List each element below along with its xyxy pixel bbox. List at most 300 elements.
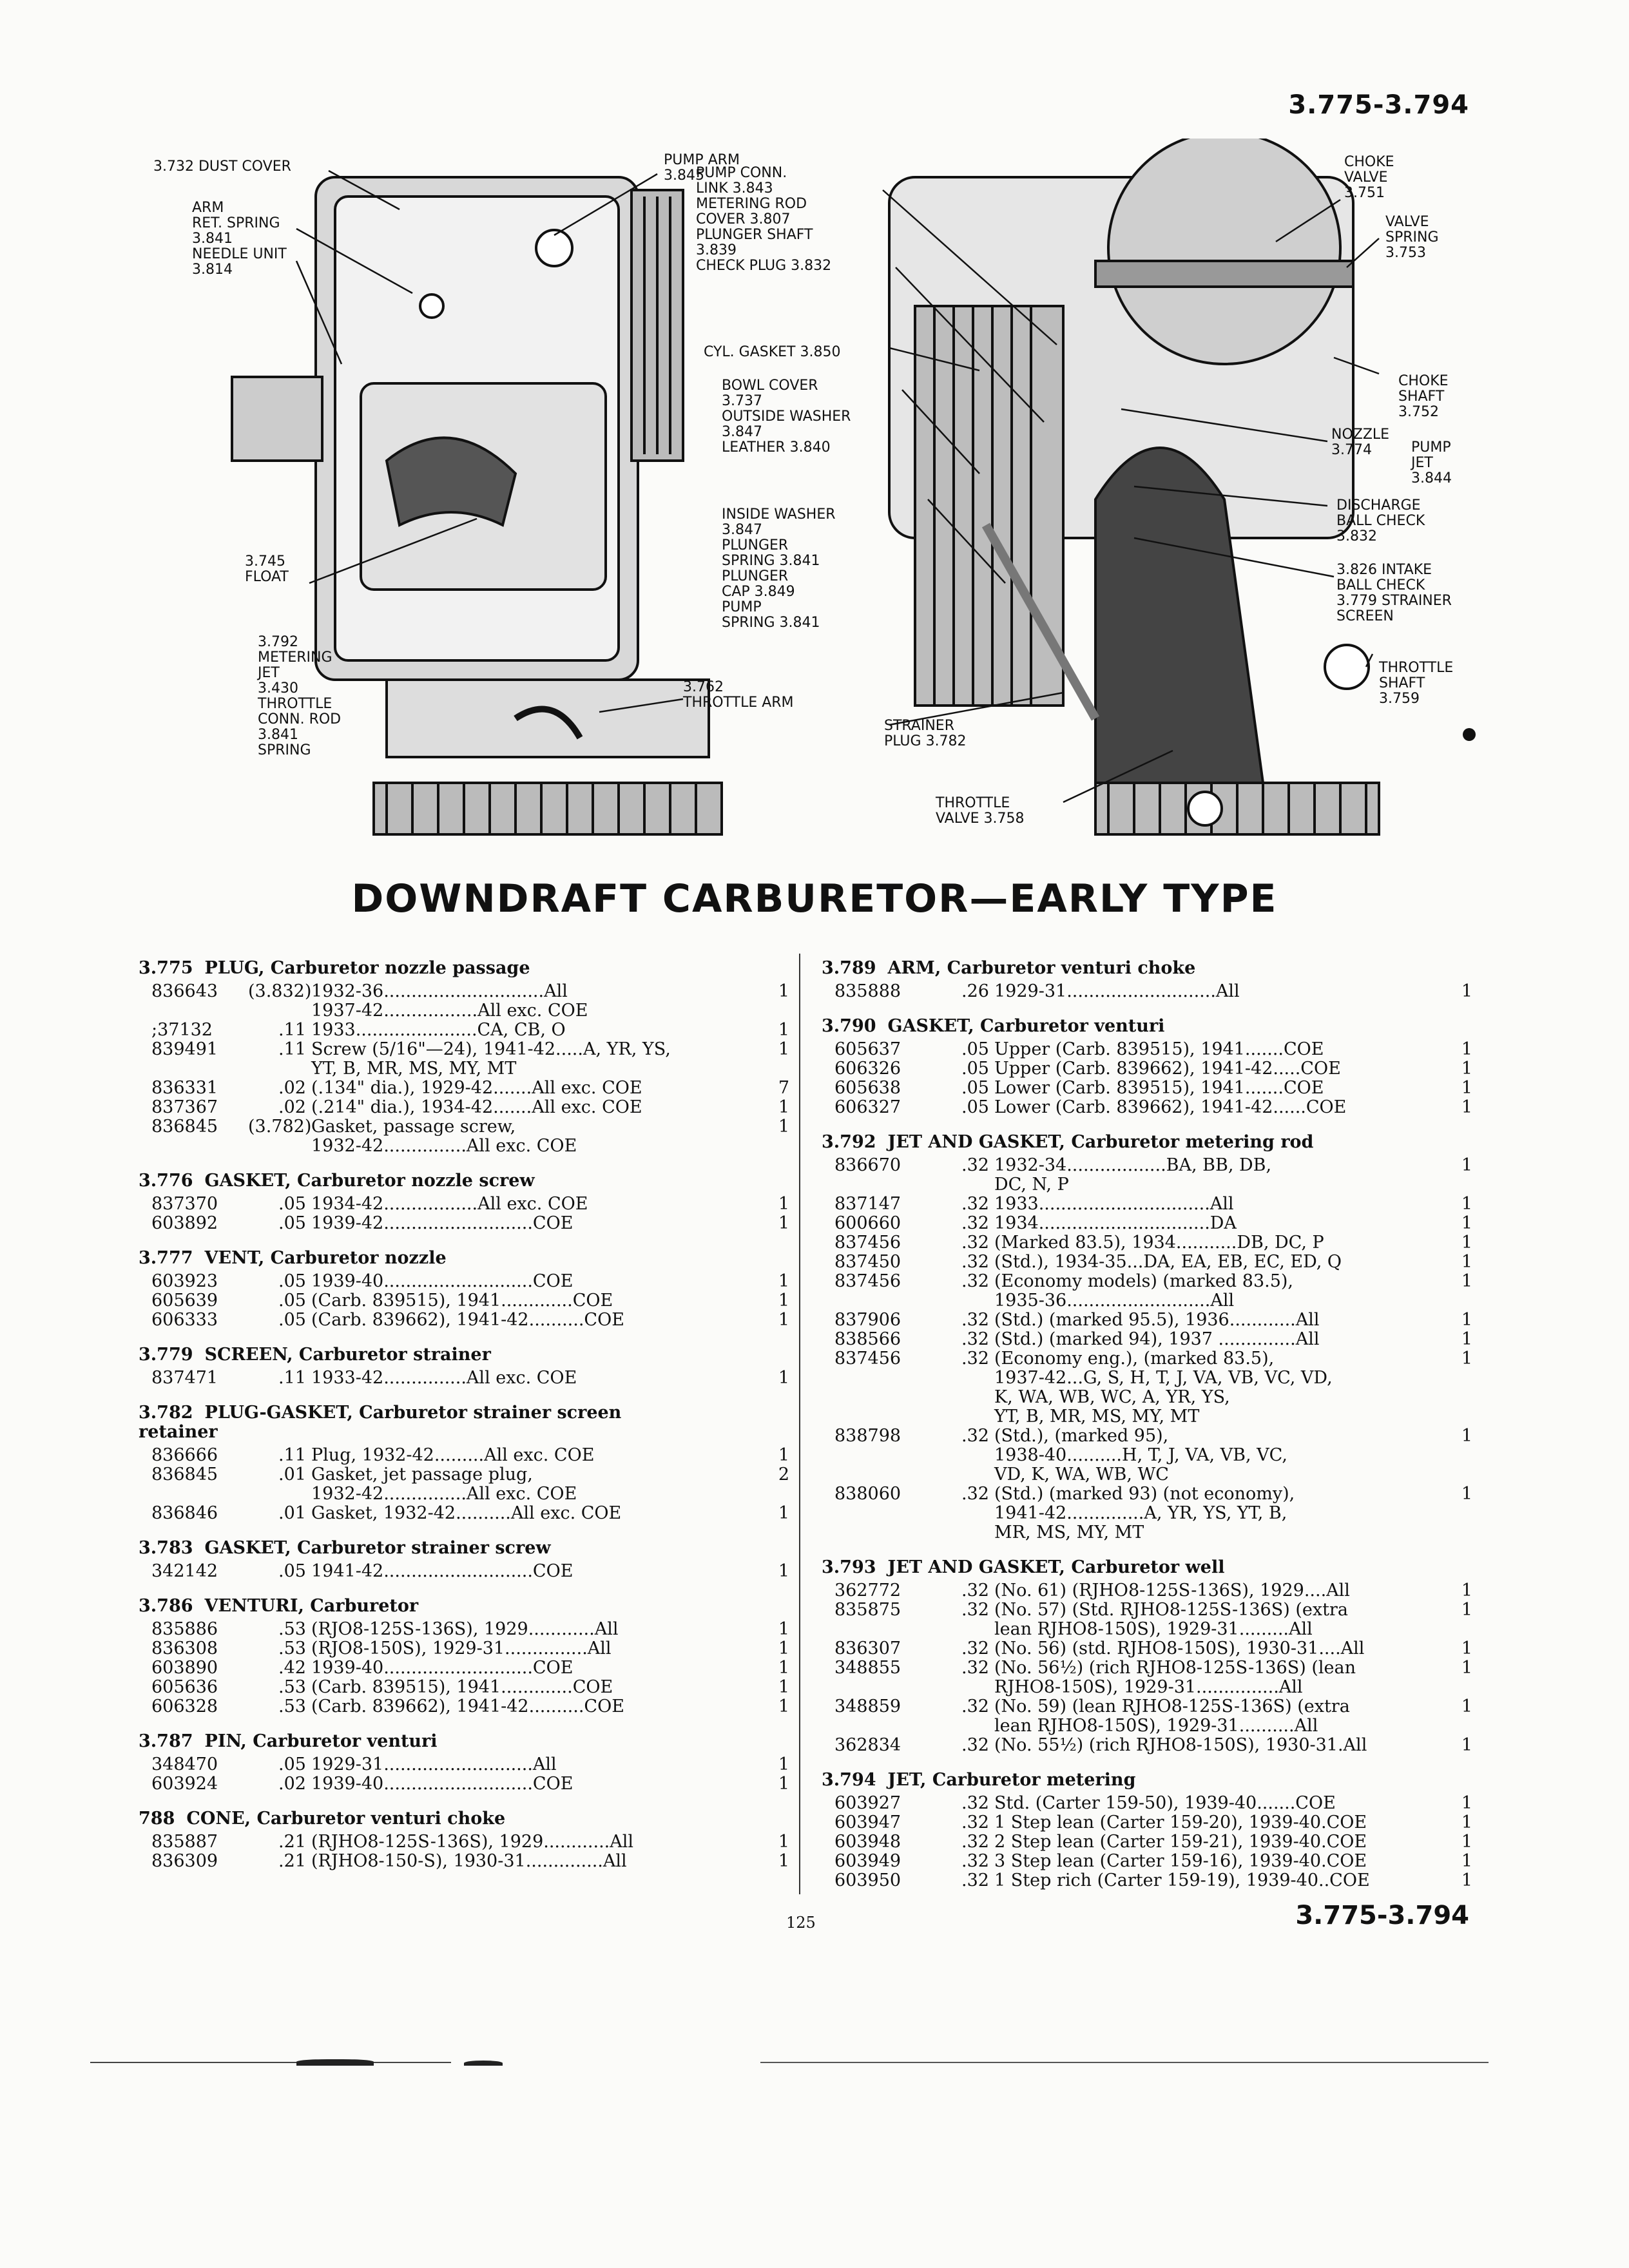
part-price: .05 <box>278 1310 306 1330</box>
part-number: 836845 <box>151 1117 218 1137</box>
part-price: .05 <box>278 1291 306 1311</box>
part-description: (Std.), 1934-35...DA, EA, EB, EC, ED, Q <box>994 1252 1342 1272</box>
page-number: 125 <box>786 1914 816 1932</box>
part-quantity: 1 <box>1461 1271 1472 1291</box>
parts-section <box>822 1133 1472 1542</box>
part-description: Gasket, passage screw, 1932-42...............All exc. COE <box>311 1117 577 1156</box>
part-description: (No. 59) (lean RJHO8-125S-136S) (extra lean RJHO8-150S), 1929-31..........All <box>994 1696 1350 1736</box>
parts-section <box>139 959 789 1156</box>
part-row <box>822 1485 1472 1542</box>
section-number: 3.792 <box>822 1132 876 1152</box>
part-price: .53 <box>278 1696 306 1716</box>
part-price: .32 <box>961 1696 989 1716</box>
part-row <box>139 1697 789 1716</box>
section-name: ARM, Carburetor venturi choke <box>887 958 1196 978</box>
section-title <box>139 1732 789 1751</box>
part-price: .32 <box>961 1213 989 1233</box>
part-number: 836643 <box>151 981 218 1001</box>
part-number: 606333 <box>151 1310 218 1330</box>
parts-section <box>822 1017 1472 1117</box>
part-quantity: 1 <box>1461 1059 1472 1079</box>
part-description: (No. 57) (Std. RJHO8-125S-136S) (extra lean RJHO8-150S), 1929-31.........All <box>994 1600 1348 1639</box>
part-description: Gasket, 1932-42..........All exc. COE <box>311 1503 622 1523</box>
part-quantity: 1 <box>778 1774 789 1794</box>
part-price: .53 <box>278 1677 306 1697</box>
section-title <box>139 1539 789 1558</box>
part-row <box>822 1639 1472 1658</box>
part-quantity: 1 <box>778 1754 789 1774</box>
part-description: 1939-40...........................COE <box>311 1271 574 1291</box>
section-name: PIN, Carburetor venturi <box>204 1731 438 1751</box>
part-number: 603950 <box>834 1870 901 1890</box>
part-quantity: 1 <box>1461 1349 1472 1369</box>
part-row <box>139 1079 789 1098</box>
callout-dust-cover: 3.732 DUST COVER <box>153 159 291 175</box>
part-price: .02 <box>278 1078 306 1098</box>
part-quantity: 1 <box>778 1619 789 1639</box>
part-number: 603924 <box>151 1774 218 1794</box>
part-quantity: 1 <box>778 1213 789 1233</box>
part-number: 603949 <box>834 1851 901 1871</box>
part-number: 837370 <box>151 1194 218 1214</box>
part-description: Std. (Carter 159-50), 1939-40.......COE <box>994 1793 1336 1813</box>
part-description: 1933......................CA, CB, O <box>311 1020 566 1040</box>
part-number: 836846 <box>151 1503 218 1523</box>
part-row <box>139 1678 789 1697</box>
part-quantity: 1 <box>1461 1639 1472 1658</box>
part-description: Upper (Carb. 839662), 1941-42.....COE <box>994 1059 1341 1079</box>
part-description: Lower (Carb. 839662), 1941-42......COE <box>994 1097 1347 1117</box>
part-price: .32 <box>961 1233 989 1253</box>
part-quantity: 1 <box>778 1020 789 1040</box>
part-quantity: 1 <box>1461 1194 1472 1214</box>
part-number: 603927 <box>834 1793 901 1813</box>
carburetor-diagram <box>0 139 1629 854</box>
part-price: .05 <box>278 1271 306 1291</box>
callout-throttle-valve: THROTTLE VALVE 3.758 <box>936 795 1025 827</box>
callout-plunger-group: INSIDE WASHER 3.847 PLUNGER SPRING 3.841 PLUNGER CAP 3.849 PUMP SPRING 3.841 <box>722 506 836 631</box>
part-quantity: 1 <box>1461 981 1472 1001</box>
scan-rule-left <box>90 2062 451 2063</box>
parts-section <box>822 1771 1472 1890</box>
section-name: PLUG-GASKET, Carburetor strainer screen retainer <box>139 1403 622 1442</box>
section-title <box>139 959 789 978</box>
part-row <box>139 1639 789 1658</box>
part-description: 1939-42...........................COE <box>311 1213 574 1233</box>
part-quantity: 1 <box>1461 1581 1472 1600</box>
part-description: 1 Step lean (Carter 159-20), 1939-40.COE <box>994 1812 1367 1832</box>
part-quantity: 1 <box>778 1291 789 1311</box>
section-title <box>822 959 1472 978</box>
callout-choke-valve: CHOKE VALVE 3.751 <box>1344 154 1394 201</box>
part-price: .32 <box>961 1658 989 1678</box>
section-number: 3.783 <box>139 1538 193 1558</box>
part-row <box>139 1852 789 1871</box>
part-number: 836309 <box>151 1851 218 1871</box>
part-row <box>139 1311 789 1330</box>
part-description: 1932-36.............................All 1937-42.................All exc. COE <box>311 981 588 1021</box>
part-price: .05 <box>278 1194 306 1214</box>
part-description: (Economy eng.), (marked 83.5), 1937-42...G, S, H, T, J, VA, VB, VC, VD, K, WA, WB, WC, A, YR, YS, YT, B, MR, MS, MY, MT <box>994 1349 1333 1427</box>
part-price: .32 <box>961 1851 989 1871</box>
part-quantity: 2 <box>778 1465 789 1485</box>
bullet-mark <box>1463 728 1476 741</box>
part-description: (No. 56) (std. RJHO8-150S), 1930-31....All <box>994 1639 1365 1658</box>
part-row <box>139 1098 789 1117</box>
part-number: 836845 <box>151 1465 218 1485</box>
part-description: (No. 55½) (rich RJHO8-150S), 1930-31.All <box>994 1735 1367 1755</box>
part-quantity: 1 <box>1461 1696 1472 1716</box>
part-price: .05 <box>278 1561 306 1581</box>
part-quantity: 1 <box>1461 1329 1472 1349</box>
part-row <box>139 1291 789 1311</box>
section-name: SCREEN, Carburetor strainer <box>204 1345 491 1365</box>
part-quantity: 1 <box>778 1677 789 1697</box>
callout-strainer-plug: STRAINER PLUG 3.782 <box>884 718 967 749</box>
part-price: .32 <box>961 1426 989 1446</box>
part-description: 1929-31...........................All <box>994 981 1240 1001</box>
part-number: 838566 <box>834 1329 901 1349</box>
section-name: GASKET, Carburetor nozzle screw <box>204 1171 535 1191</box>
section-number: 3.790 <box>822 1016 876 1036</box>
callout-float: 3.745 FLOAT <box>245 553 289 585</box>
part-row <box>822 1581 1472 1600</box>
part-row <box>139 1504 789 1523</box>
part-description: 1933-42...............All exc. COE <box>311 1368 577 1388</box>
part-number: 836670 <box>834 1155 901 1175</box>
part-price: (3.832) <box>248 981 312 1001</box>
parts-section <box>822 959 1472 1001</box>
part-row <box>822 1272 1472 1311</box>
part-quantity: 1 <box>1461 1793 1472 1813</box>
part-row <box>139 982 789 1021</box>
part-description: Screw (5/16"—24), 1941-42.....A, YR, YS, YT, B, MR, MS, MY, MT <box>311 1039 671 1079</box>
footer-range: 3.775-3.794 <box>1295 1901 1469 1930</box>
part-number: 362772 <box>834 1581 901 1600</box>
part-quantity: 1 <box>778 1310 789 1330</box>
section-number: 3.782 <box>139 1403 193 1423</box>
part-row <box>822 1040 1472 1059</box>
callout-cyl-gasket: CYL. GASKET 3.850 <box>704 344 841 360</box>
part-description: (RJO8-125S-136S), 1929............All <box>311 1619 619 1639</box>
part-number: 836307 <box>834 1639 901 1658</box>
section-name: VENT, Carburetor nozzle <box>204 1248 447 1268</box>
scan-rule-right <box>760 2062 1489 2063</box>
section-name: PLUG, Carburetor nozzle passage <box>204 958 530 978</box>
callout-pump-jet: PUMP JET 3.844 <box>1411 439 1452 486</box>
part-quantity: 1 <box>1461 1735 1472 1755</box>
part-quantity: 1 <box>778 1117 789 1137</box>
part-price: .11 <box>278 1039 306 1059</box>
part-description: (Economy models) (marked 83.5), 1935-36..........................All <box>994 1271 1294 1311</box>
part-description: 2 Step lean (Carter 159-21), 1939-40.COE <box>994 1832 1367 1852</box>
part-price: .01 <box>278 1465 306 1485</box>
callout-throttle-shaft: THROTTLE SHAFT 3.759 <box>1379 660 1454 707</box>
part-description: (Carb. 839662), 1941-42..........COE <box>311 1696 624 1716</box>
part-row <box>139 1369 789 1388</box>
part-quantity: 1 <box>1461 1078 1472 1098</box>
part-quantity: 1 <box>1461 1870 1472 1890</box>
part-number: ;37132 <box>151 1020 213 1040</box>
part-description: (Carb. 839515), 1941.............COE <box>311 1677 613 1697</box>
part-price: .32 <box>961 1870 989 1890</box>
part-price: .11 <box>278 1368 306 1388</box>
part-description: (RJHO8-150-S), 1930-31..............All <box>311 1851 627 1871</box>
part-row <box>822 1600 1472 1639</box>
part-row <box>139 1040 789 1079</box>
callout-discharge-ball-check: DISCHARGE BALL CHECK 3.832 <box>1336 497 1425 544</box>
part-quantity: 1 <box>778 1696 789 1716</box>
part-quantity: 1 <box>1461 1155 1472 1175</box>
part-row <box>822 1059 1472 1079</box>
section-title <box>822 1133 1472 1152</box>
part-description: 1929-31...........................All <box>311 1754 557 1774</box>
section-number: 3.794 <box>822 1770 876 1790</box>
part-number: 837450 <box>834 1252 901 1272</box>
part-quantity: 1 <box>778 1658 789 1678</box>
part-description: (Std.) (marked 95.5), 1936............All <box>994 1310 1320 1330</box>
section-number: 3.777 <box>139 1248 193 1268</box>
part-row <box>822 1427 1472 1485</box>
part-number: 837906 <box>834 1310 901 1330</box>
callout-throttle-arm: 3.762 THROTTLE ARM <box>683 679 794 711</box>
part-quantity: 1 <box>1461 1600 1472 1620</box>
part-price: .32 <box>961 1484 989 1504</box>
part-row <box>822 1832 1472 1852</box>
part-row <box>822 1852 1472 1871</box>
part-row <box>822 1871 1472 1890</box>
part-description: (.134" dia.), 1929-42.......All exc. COE <box>311 1078 642 1098</box>
part-description: 1939-40...........................COE <box>311 1774 574 1794</box>
part-number: 348859 <box>834 1696 901 1716</box>
part-row <box>139 1465 789 1504</box>
part-price: .21 <box>278 1851 306 1871</box>
part-row <box>822 1195 1472 1214</box>
part-description: 1939-40...........................COE <box>311 1658 574 1678</box>
part-quantity: 1 <box>1461 1832 1472 1852</box>
parts-section <box>822 1558 1472 1755</box>
part-number: 605637 <box>834 1039 901 1059</box>
part-price: .32 <box>961 1271 989 1291</box>
part-number: 835875 <box>834 1600 901 1620</box>
section-title <box>139 1249 789 1268</box>
part-quantity: 1 <box>1461 1213 1472 1233</box>
part-row <box>822 1079 1472 1098</box>
part-row <box>139 1774 789 1794</box>
part-row <box>822 1697 1472 1736</box>
part-row <box>139 1658 789 1678</box>
part-row <box>139 1021 789 1040</box>
part-description: (Carb. 839515), 1941.............COE <box>311 1291 613 1311</box>
part-number: 605636 <box>151 1677 218 1697</box>
section-number: 3.793 <box>822 1557 876 1577</box>
part-description: 1933...............................All <box>994 1194 1234 1214</box>
part-row <box>822 1349 1472 1427</box>
part-number: 837456 <box>834 1233 901 1253</box>
section-name: CONE, Carburetor venturi choke <box>186 1809 506 1829</box>
section-name: JET AND GASKET, Carburetor metering rod <box>887 1132 1314 1152</box>
section-name: JET AND GASKET, Carburetor well <box>887 1557 1225 1577</box>
parts-section <box>139 1539 789 1581</box>
column-divider <box>799 954 800 1894</box>
part-number: 348855 <box>834 1658 901 1678</box>
callout-bowl-cover-group: BOWL COVER 3.737 OUTSIDE WASHER 3.847 LEATHER 3.840 <box>722 378 851 456</box>
part-price: .53 <box>278 1619 306 1639</box>
part-price: .05 <box>961 1078 989 1098</box>
part-description: (Carb. 839662), 1941-42..........COE <box>311 1310 624 1330</box>
part-quantity: 1 <box>778 1271 789 1291</box>
section-title <box>822 1771 1472 1790</box>
part-price: .32 <box>961 1639 989 1658</box>
section-number: 3.775 <box>139 958 193 978</box>
section-number: 3.789 <box>822 958 876 978</box>
part-number: 837456 <box>834 1271 901 1291</box>
part-quantity: 1 <box>1461 1039 1472 1059</box>
part-row <box>822 1156 1472 1195</box>
part-row <box>139 1562 789 1581</box>
part-number: 603948 <box>834 1832 901 1852</box>
part-price: .26 <box>961 981 989 1001</box>
callout-pump-link-group: PUMP CONN. LINK 3.843 METERING ROD COVER 3.807 PLUNGER SHAFT 3.839 CHECK PLUG 3.832 <box>696 165 832 274</box>
part-number: 603890 <box>151 1658 218 1678</box>
part-number: 605638 <box>834 1078 901 1098</box>
diagram-title: DOWNDRAFT CARBURETOR—EARLY TYPE <box>351 876 1278 921</box>
section-title <box>822 1558 1472 1577</box>
part-row <box>822 1794 1472 1813</box>
part-number: 838060 <box>834 1484 901 1504</box>
part-price: .02 <box>278 1774 306 1794</box>
part-description: (Std.) (marked 93) (not economy), 1941-42..............A, YR, YS, YT, B, MR, MS, MY, MT <box>994 1484 1295 1542</box>
part-quantity: 1 <box>1461 1310 1472 1330</box>
section-number: 788 <box>139 1809 175 1829</box>
part-quantity: 1 <box>1461 1658 1472 1678</box>
part-row <box>822 1253 1472 1272</box>
part-row <box>139 1195 789 1214</box>
section-title <box>139 1345 789 1365</box>
callout-choke-shaft: CHOKE SHAFT 3.752 <box>1398 373 1449 420</box>
section-title <box>822 1017 1472 1036</box>
part-description: (No. 56½) (rich RJHO8-125S-136S) (lean RJHO8-150S), 1929-31...............All <box>994 1658 1356 1697</box>
part-number: 603947 <box>834 1812 901 1832</box>
section-number: 3.787 <box>139 1731 193 1751</box>
part-quantity: 1 <box>778 981 789 1001</box>
part-description: 1932-34..................BA, BB, DB, DC, N, P <box>994 1155 1272 1195</box>
part-quantity: 1 <box>778 1445 789 1465</box>
callout-metering-jet: 3.792 METERING JET 3.430 THROTTLE CONN. ROD 3.841 SPRING <box>258 634 342 758</box>
part-quantity: 1 <box>778 1194 789 1214</box>
part-row <box>822 1736 1472 1755</box>
part-quantity: 1 <box>778 1639 789 1658</box>
part-price: .32 <box>961 1812 989 1832</box>
section-title <box>139 1597 789 1616</box>
part-price: .32 <box>961 1793 989 1813</box>
part-price: .32 <box>961 1252 989 1272</box>
section-title <box>139 1809 789 1829</box>
part-row <box>139 1272 789 1291</box>
part-price: (3.782) <box>248 1117 312 1137</box>
part-price: .05 <box>961 1059 989 1079</box>
section-name: VENTURI, Carburetor <box>204 1596 419 1616</box>
part-description: Lower (Carb. 839515), 1941.......COE <box>994 1078 1324 1098</box>
part-description: 1941-42...........................COE <box>311 1561 574 1581</box>
part-quantity: 1 <box>778 1503 789 1523</box>
section-number: 3.776 <box>139 1171 193 1191</box>
part-description: 1934...............................DA <box>994 1213 1237 1233</box>
page-header-range: 3.775-3.794 <box>1288 90 1469 120</box>
parts-section <box>139 1171 789 1233</box>
section-number: 3.786 <box>139 1596 193 1616</box>
part-number: 835886 <box>151 1619 218 1639</box>
part-price: .01 <box>278 1503 306 1523</box>
part-description: (RJO8-150S), 1929-31...............All <box>311 1639 612 1658</box>
part-row <box>139 1755 789 1774</box>
part-row <box>139 1117 789 1156</box>
part-quantity: 1 <box>778 1851 789 1871</box>
part-number: 837147 <box>834 1194 901 1214</box>
part-description: Gasket, jet passage plug, 1932-42...............All exc. COE <box>311 1465 577 1504</box>
part-number: 837367 <box>151 1097 218 1117</box>
part-description: 1934-42.................All exc. COE <box>311 1194 588 1214</box>
part-quantity: 1 <box>1461 1851 1472 1871</box>
part-description: 1 Step rich (Carter 159-19), 1939-40..COE <box>994 1870 1370 1890</box>
part-row <box>822 1311 1472 1330</box>
part-quantity: 1 <box>1461 1097 1472 1117</box>
part-number: 838798 <box>834 1426 901 1446</box>
part-description: Upper (Carb. 839515), 1941.......COE <box>994 1039 1324 1059</box>
section-title <box>139 1171 789 1191</box>
part-quantity: 1 <box>778 1039 789 1059</box>
part-price: .32 <box>961 1600 989 1620</box>
part-number: 603892 <box>151 1213 218 1233</box>
part-price: .32 <box>961 1349 989 1369</box>
callout-nozzle: NOZZLE 3.774 <box>1331 427 1390 458</box>
scan-mark-1 <box>296 2059 374 2066</box>
part-price: .32 <box>961 1832 989 1852</box>
callout-pump-arm: PUMP ARM 3.845 <box>664 152 740 184</box>
parts-section <box>139 1732 789 1794</box>
part-number: 836666 <box>151 1445 218 1465</box>
callout-valve-spring: VALVE SPRING 3.753 <box>1385 214 1439 261</box>
part-number: 606326 <box>834 1059 901 1079</box>
part-price: .21 <box>278 1832 306 1852</box>
part-number: 603923 <box>151 1271 218 1291</box>
part-quantity: 1 <box>778 1097 789 1117</box>
part-description: (.214" dia.), 1934-42.......All exc. COE <box>311 1097 642 1117</box>
scan-mark-2 <box>464 2061 503 2066</box>
part-row <box>822 982 1472 1001</box>
part-description: (Marked 83.5), 1934...........DB, DC, P <box>994 1233 1324 1253</box>
part-description: (No. 61) (RJHO8-125S-136S), 1929....All <box>994 1581 1350 1600</box>
part-number: 835888 <box>834 981 901 1001</box>
part-row <box>822 1214 1472 1233</box>
part-row <box>139 1446 789 1465</box>
part-row <box>139 1832 789 1852</box>
part-number: 837471 <box>151 1368 218 1388</box>
part-number: 600660 <box>834 1213 901 1233</box>
section-number: 3.779 <box>139 1345 193 1365</box>
part-number: 836331 <box>151 1078 218 1098</box>
part-number: 362834 <box>834 1735 901 1755</box>
part-quantity: 1 <box>1461 1426 1472 1446</box>
parts-section <box>139 1403 789 1523</box>
part-row <box>822 1233 1472 1253</box>
part-quantity: 7 <box>778 1078 789 1098</box>
part-price: .32 <box>961 1194 989 1214</box>
part-row <box>822 1330 1472 1349</box>
part-quantity: 1 <box>1461 1812 1472 1832</box>
part-price: .11 <box>278 1445 306 1465</box>
part-price: .05 <box>961 1039 989 1059</box>
